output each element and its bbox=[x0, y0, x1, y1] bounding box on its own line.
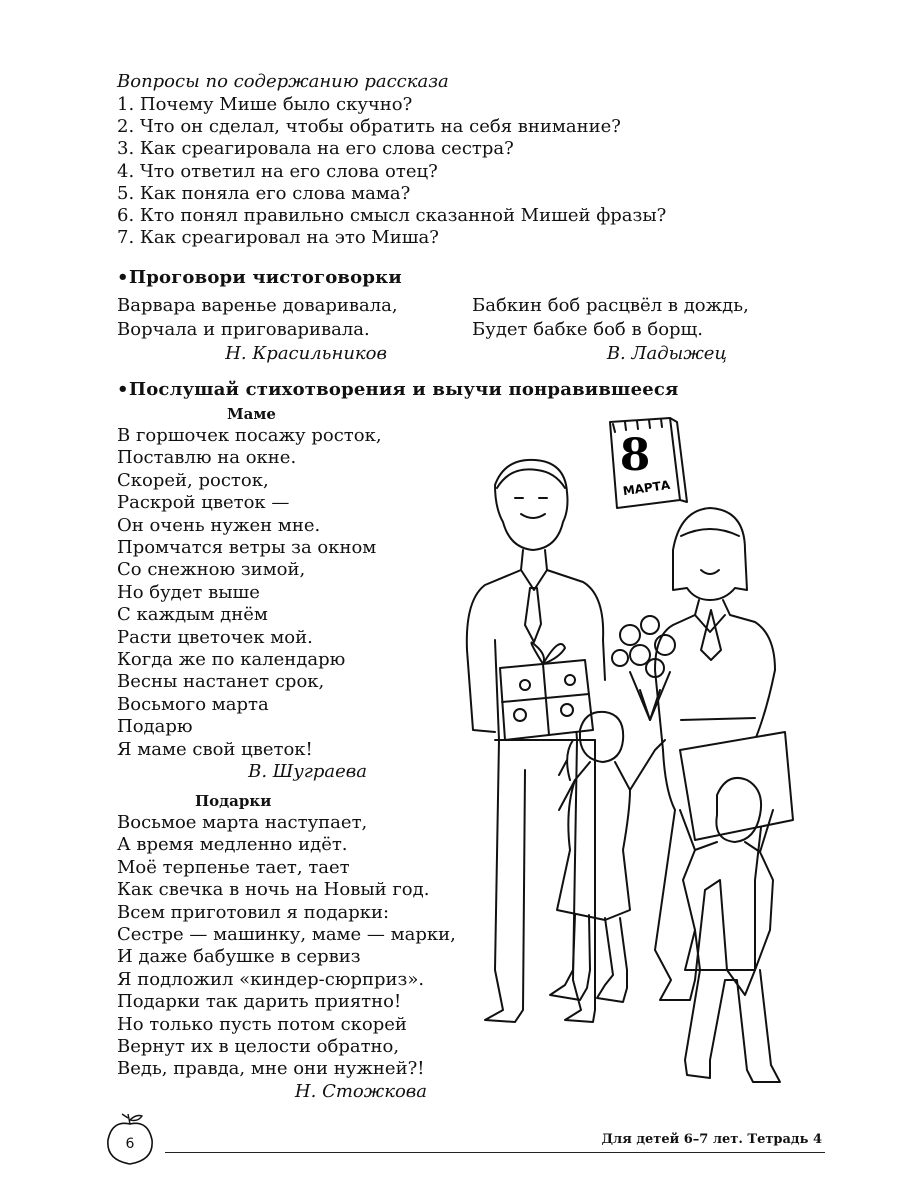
tongue-twister-line: Варвара варенье доваривала, bbox=[117, 295, 398, 316]
poem-line: Когда же по календарю bbox=[117, 649, 346, 671]
poem-line: Как свечка в ночь на Новый год. bbox=[117, 879, 430, 901]
poems-title: Послушай стихотворения и выучи понравившееся bbox=[129, 379, 679, 400]
tongue-twister-left bbox=[117, 294, 398, 366]
tongue-twister-author: В. Ладыжец bbox=[606, 343, 727, 364]
question-item: 2. Что он сделал, чтобы обратить на себя внимание? bbox=[117, 116, 621, 138]
poem-line: А время медленно идёт. bbox=[117, 834, 348, 856]
tongue-twister-right bbox=[472, 294, 749, 366]
family-illustration bbox=[455, 410, 815, 1110]
poem-title: Подарки bbox=[195, 792, 272, 810]
poem-podarki bbox=[117, 790, 456, 1103]
poem-line: Я маме свой цветок! bbox=[117, 738, 313, 760]
poem-line: И даже бабушке в сервиз bbox=[117, 946, 361, 968]
poem-line: Он очень нужен мне. bbox=[117, 514, 321, 536]
poem-line: С каждым днём bbox=[117, 604, 268, 626]
poem-line: Вернут их в целости обратно, bbox=[117, 1036, 400, 1058]
poem-mame bbox=[117, 403, 382, 784]
tongue-twister-line: Бабкин боб расцвёл в дождь, bbox=[472, 295, 749, 316]
calendar-month: МАРТА bbox=[621, 477, 671, 499]
page-number: 6 bbox=[125, 1136, 135, 1152]
poem-line: Сестре — машинку, маме — марки, bbox=[117, 924, 456, 946]
father-figure bbox=[467, 460, 605, 1022]
questions-heading: Вопросы по содержанию рассказа bbox=[117, 71, 449, 92]
poem-line: В горшочек посажу росток, bbox=[117, 425, 382, 446]
poem-line: Я подложил «киндер-сюрприз». bbox=[117, 968, 425, 990]
poem-title: Маме bbox=[227, 405, 276, 423]
girl-figure bbox=[550, 712, 665, 1002]
poem-line: Ведь, правда, мне они нужней?! bbox=[117, 1058, 425, 1080]
tongue-twister-line: Будет бабке боб в борщ. bbox=[472, 319, 704, 340]
tongue-twister-line: Ворчала и приговаривала. bbox=[117, 319, 370, 340]
question-item: 3. Как среагировала на его слова сестра? bbox=[117, 138, 514, 160]
tongue-twisters-title: Проговори чистоговорки bbox=[129, 267, 402, 288]
poem-line: Восьмого марта bbox=[117, 693, 269, 715]
bullet-icon: • bbox=[117, 379, 129, 400]
question-item: 1. Почему Мише было скучно? bbox=[117, 94, 413, 115]
question-item: 4. Что ответил на его слова отец? bbox=[117, 160, 438, 182]
poem-line: Поставлю на окне. bbox=[117, 447, 297, 469]
poems-heading bbox=[117, 378, 679, 402]
question-item: 6. Кто понял правильно смысл сказанной Мишей фразы? bbox=[117, 205, 667, 227]
poem-line: Подарю bbox=[117, 716, 193, 738]
page-number-badge bbox=[100, 1110, 160, 1170]
poem-author: В. Шуграева bbox=[248, 761, 367, 783]
poem-line: Скорей, росток, bbox=[117, 469, 269, 491]
poem-line: Но только пусть потом скорей bbox=[117, 1013, 407, 1035]
poem-line: Моё терпенье тает, тает bbox=[117, 856, 350, 878]
tongue-twister-author: Н. Красильников bbox=[225, 343, 387, 364]
poem-line: Промчатся ветры за окном bbox=[117, 537, 377, 559]
calendar-number: 8 bbox=[619, 430, 651, 481]
poem-line: Расти цветочек мой. bbox=[117, 626, 313, 648]
book-title: Для детей 6–7 лет. Тетрадь 4 bbox=[601, 1132, 822, 1147]
tongue-twisters-heading bbox=[117, 266, 402, 290]
question-item: 5. Как поняла его слова мама? bbox=[117, 182, 411, 204]
boy-figure bbox=[680, 732, 793, 1082]
poem-line: Со снежною зимой, bbox=[117, 559, 306, 581]
poem-author: Н. Стожкова bbox=[294, 1080, 427, 1102]
poem-line: Подарки так дарить приятно! bbox=[117, 991, 402, 1013]
bullet-icon: • bbox=[117, 267, 129, 288]
footer-divider bbox=[165, 1152, 825, 1153]
question-item: 7. Как среагировал на это Миша? bbox=[117, 227, 439, 249]
poem-line: Всем приготовил я подарки: bbox=[117, 901, 390, 923]
poem-line: Весны настанет срок, bbox=[117, 671, 325, 693]
poem-line: Но будет выше bbox=[117, 581, 260, 603]
poem-line: Раскрой цветок — bbox=[117, 492, 290, 514]
questions-block bbox=[117, 70, 717, 249]
poem-line: Восьмое марта наступает, bbox=[117, 812, 368, 833]
family-drawing bbox=[455, 410, 815, 1110]
gift-box-icon bbox=[500, 642, 593, 740]
